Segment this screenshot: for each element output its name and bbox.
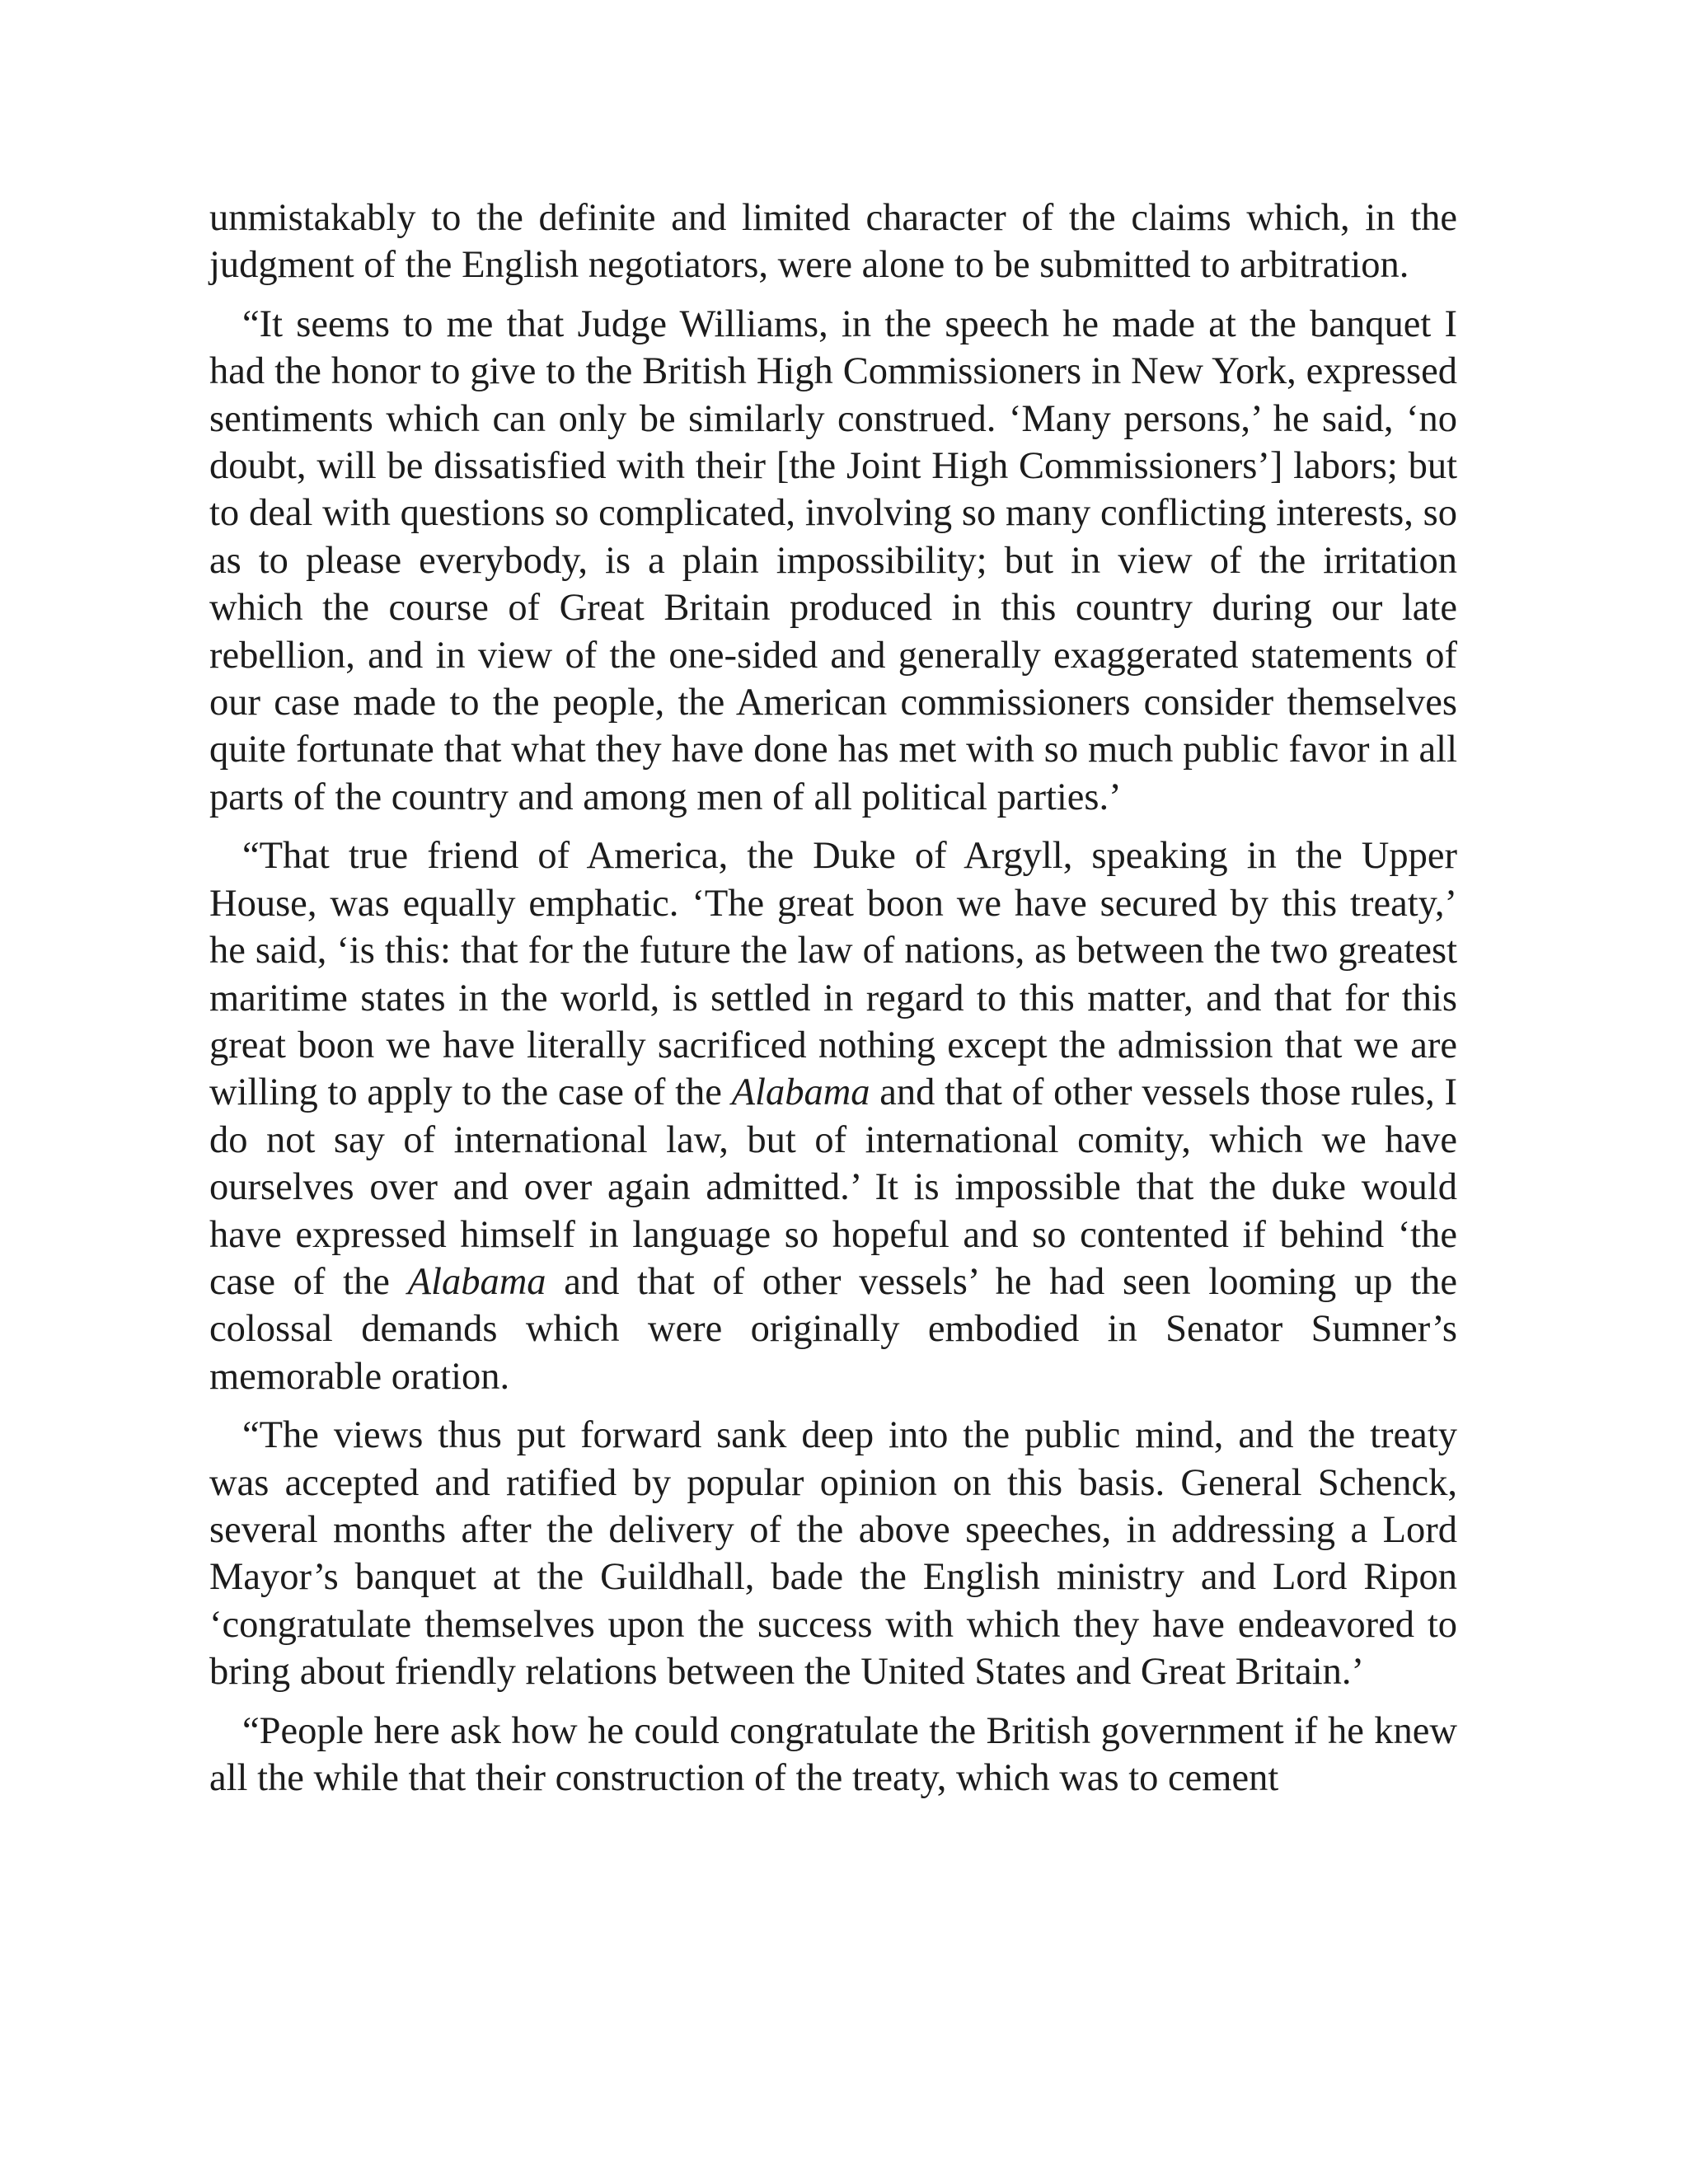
ship-name-alabama: Alabama	[731, 1071, 870, 1114]
paragraph-2-text: “It seems to me that Judge Williams, in the speech he made at the banquet I had the honor to give to the British High Commissioners in New York, expressed sentiments which can only be similarly construed. ‘Many persons,’ he said, ‘no doubt, will be dissatisfied with their [the Joint High Commissioners’] labors; but to deal with questions so complicated, involving so many conflicting interests, so as to please everybody, is a plain impossibility; but in view of the irritation which the course of Great Britain produced in this country during our late rebellion, and in view of the one-sided and generally exaggerated statements of our case made to the people, the American commissioners consider themselves quite fortunate that what they have done has met with so much public favor in all parts of the country and among men of all political parties.’	[209, 302, 1457, 818]
paragraph-1-text: unmistakably to the definite and limited character of the claims which, in the judgment of the English negotiators, were alone to be submitted to arbitration.	[209, 197, 1457, 287]
paragraph-3	[209, 832, 1457, 1400]
paragraph-3-text-a: “That true friend of America, the Duke of Argyll, speaking in the Upper House, was equally emphatic. ‘The great boon we have secured by this treaty,’ he said, ‘is this: that for the future the law of nations, as between the two greatest maritime states in the world, is settled in regard to this matter, and that for this great boon we have literally sacrificed nothing except the admission that we are willing to apply to the case of the	[209, 835, 1457, 1114]
document-page	[209, 194, 1457, 1802]
paragraph-2	[209, 301, 1457, 821]
paragraph-3-text-c: and that of other vessels’ he had seen looming up the colossal demands which were originally embodied in Senator Sumner’s memorable oration.	[209, 1260, 1457, 1398]
paragraph-3-text-b: and that of other vessels those rules, I do not say of international law, but of international comity, which we have ourselves over and over again admitted.’ It is impossible that the duke would have expressed himself in language so hopeful and so contented if behind ‘the case of the	[209, 1071, 1457, 1303]
ship-name-alabama: Alabama	[407, 1260, 546, 1303]
paragraph-5	[209, 1708, 1457, 1802]
paragraph-4-text: “The views thus put forward sank deep into the public mind, and the treaty was accepted and ratified by popular opinion on this basis. General Schenck, several months after the delivery of the above speeches, in addressing a Lord Mayor’s banquet at the Guildhall, bade the English ministry and Lord Ripon ‘congratulate themselves upon the success with which they have endeavored to bring about friendly relations between the United States and Great Britain.’	[209, 1414, 1457, 1694]
paragraph-4	[209, 1412, 1457, 1695]
paragraph-5-text: “People here ask how he could congratulate the British government if he knew all the while that their construction of the treaty, which was to cement	[209, 1709, 1457, 1799]
paragraph-1	[209, 194, 1457, 289]
